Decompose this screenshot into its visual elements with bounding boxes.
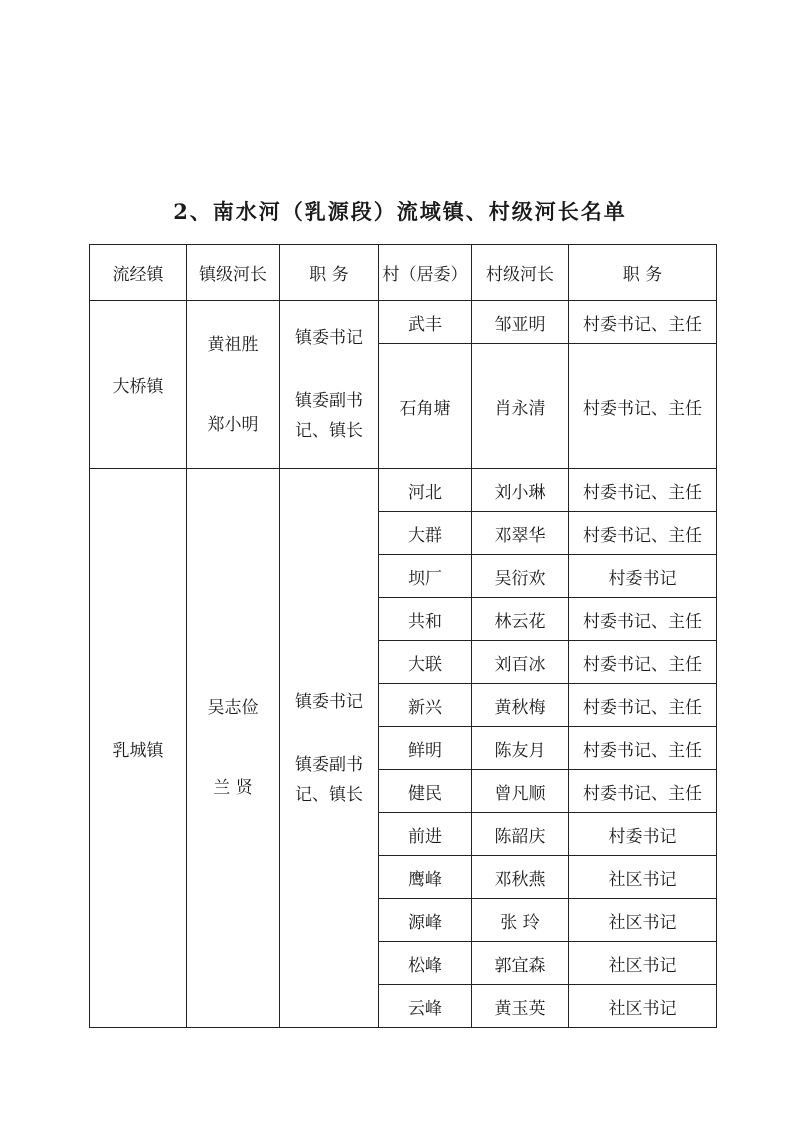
village-leader: 黄秋梅 <box>472 684 569 727</box>
header-town-leader: 镇级河长 <box>187 245 280 301</box>
village-leader: 邓秋燕 <box>472 856 569 899</box>
village-duty: 社区书记 <box>569 899 717 942</box>
town-duty: 镇委书记 <box>295 328 363 348</box>
header-town: 流经镇 <box>90 245 187 301</box>
town-leader: 兰 贤 <box>213 778 253 798</box>
village-duty: 村委书记、主任 <box>569 641 717 684</box>
village-duty: 社区书记 <box>569 942 717 985</box>
table-row <box>90 301 717 344</box>
town-duties-cell <box>280 469 379 1028</box>
village-name: 大群 <box>379 512 472 555</box>
village-duty: 村委书记 <box>569 813 717 856</box>
village-duty: 村委书记、主任 <box>569 301 717 344</box>
village-name: 新兴 <box>379 684 472 727</box>
river-chief-table <box>89 244 717 1028</box>
header-village-duty: 职 务 <box>569 245 717 301</box>
village-name: 坝厂 <box>379 555 472 598</box>
village-name: 鹰峰 <box>379 856 472 899</box>
village-duty: 社区书记 <box>569 856 717 899</box>
town-duty: 镇委副书记、镇长 <box>295 754 363 805</box>
village-leader: 黄玉英 <box>472 985 569 1028</box>
village-duty: 村委书记、主任 <box>569 469 717 512</box>
town-leaders-cell <box>187 301 280 469</box>
village-name: 石角塘 <box>379 344 472 469</box>
town-duty: 镇委书记 <box>295 691 363 712</box>
town-name: 乳城镇 <box>90 469 187 1028</box>
village-duty: 村委书记、主任 <box>569 770 717 813</box>
village-name: 共和 <box>379 598 472 641</box>
town-duty: 镇委副书记、镇长 <box>295 391 363 441</box>
village-duty: 社区书记 <box>569 985 717 1028</box>
village-leader: 陈友月 <box>472 727 569 770</box>
village-leader: 刘百冰 <box>472 641 569 684</box>
village-leader: 陈韶庆 <box>472 813 569 856</box>
town-leader: 黄祖胜 <box>207 334 259 355</box>
town-duties-cell <box>280 301 379 469</box>
village-leader: 邹亚明 <box>472 301 569 344</box>
village-duty: 村委书记、主任 <box>569 727 717 770</box>
header-village-leader: 村级河长 <box>472 245 569 301</box>
village-duty: 村委书记、主任 <box>569 684 717 727</box>
village-leader: 邓翠华 <box>472 512 569 555</box>
village-name: 前进 <box>379 813 472 856</box>
header-row <box>90 245 717 301</box>
village-duty: 村委书记、主任 <box>569 598 717 641</box>
header-village: 村（居委） <box>379 245 472 301</box>
village-leader: 曾凡顺 <box>472 770 569 813</box>
town-leader: 郑小明 <box>207 414 259 435</box>
table-row <box>90 469 717 512</box>
village-leader: 林云花 <box>472 598 569 641</box>
village-name: 河北 <box>379 469 472 512</box>
header-town-duty: 职 务 <box>280 245 379 301</box>
village-leader: 吴衍欢 <box>472 555 569 598</box>
town-leader: 吴志俭 <box>207 698 259 718</box>
page-title: 2、南水河（乳源段）流域镇、村级河长名单 <box>173 199 627 224</box>
village-name: 武丰 <box>379 301 472 344</box>
village-duty: 村委书记 <box>569 555 717 598</box>
village-name: 云峰 <box>379 985 472 1028</box>
village-name: 大联 <box>379 641 472 684</box>
town-name: 大桥镇 <box>90 301 187 469</box>
village-name: 鲜明 <box>379 727 472 770</box>
village-leader: 肖永清 <box>472 344 569 469</box>
village-leader: 刘小琳 <box>472 469 569 512</box>
village-duty: 村委书记、主任 <box>569 344 717 469</box>
village-duty: 村委书记、主任 <box>569 512 717 555</box>
village-name: 源峰 <box>379 899 472 942</box>
village-leader: 张 玲 <box>472 899 569 942</box>
village-name: 松峰 <box>379 942 472 985</box>
village-leader: 郭宜森 <box>472 942 569 985</box>
village-name: 健民 <box>379 770 472 813</box>
town-leaders-cell <box>187 469 280 1028</box>
